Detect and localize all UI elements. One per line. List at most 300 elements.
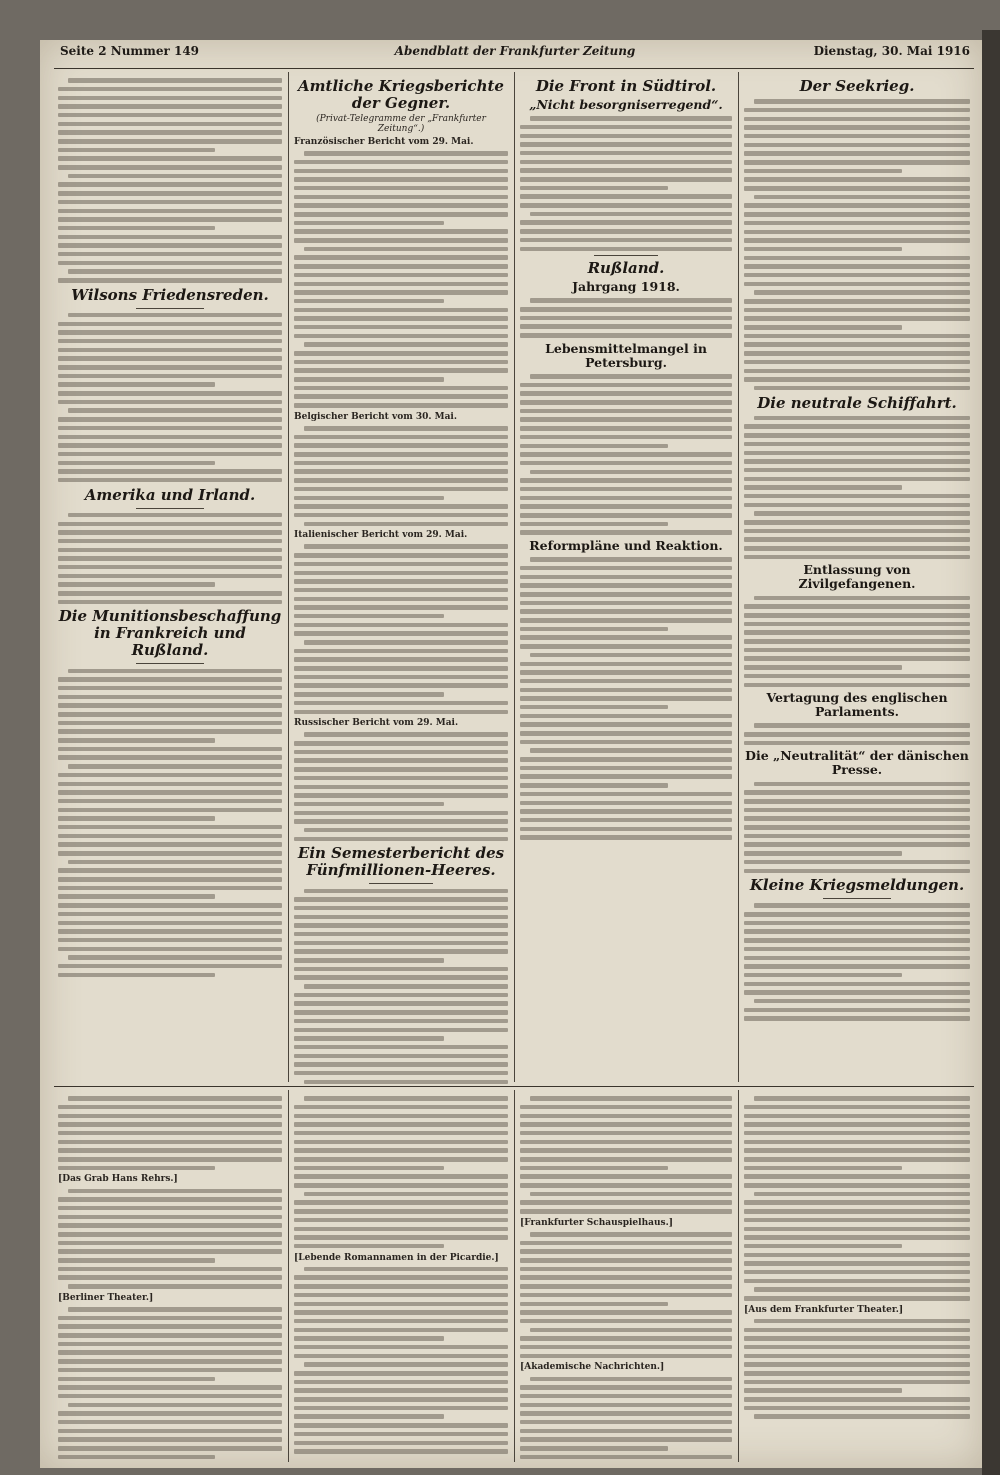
text-line: [294, 1293, 508, 1298]
text-line: [58, 200, 282, 205]
text-line: [744, 360, 970, 365]
text-line: [744, 160, 970, 165]
text-line: [520, 333, 732, 338]
text-line: [744, 1270, 970, 1275]
text-line: [294, 553, 508, 558]
text-line: [520, 1140, 732, 1145]
text-line: [530, 374, 732, 379]
text-line: [294, 334, 508, 339]
text-line: [520, 1174, 732, 1179]
text-line: [744, 808, 970, 813]
text-line: [294, 1062, 508, 1067]
text-line: [294, 837, 508, 842]
text-line: [304, 984, 508, 989]
text-line: [68, 313, 282, 318]
text-line: [294, 750, 508, 755]
text-line: [520, 635, 732, 640]
text-line: [294, 1183, 508, 1188]
text-line: [304, 247, 508, 252]
feuilleton-text: [520, 1096, 732, 1213]
column-divider: [738, 1090, 739, 1462]
text-line: [744, 982, 970, 987]
text-line: [294, 692, 444, 697]
text-line: [58, 391, 282, 396]
article-text: [744, 903, 970, 1020]
text-line: [294, 351, 508, 356]
text-line: [520, 1455, 732, 1460]
text-line: [744, 964, 970, 969]
text-line: [520, 513, 732, 518]
text-line: [294, 273, 508, 278]
text-line: [520, 688, 732, 693]
text-line: [294, 657, 508, 662]
text-line: [294, 160, 508, 165]
text-line: [530, 748, 732, 753]
text-line: [58, 799, 282, 804]
text-line: [294, 325, 508, 330]
text-line: [294, 1414, 444, 1419]
text-line: [744, 230, 970, 235]
subheadline-reformplaene: Reformpläne und Reaktion.: [529, 538, 723, 554]
text-line: [58, 452, 282, 457]
text-line: [520, 307, 732, 312]
article-text: [58, 78, 282, 282]
text-line: [58, 1455, 215, 1460]
text-line: [520, 160, 732, 165]
text-line: [68, 408, 282, 413]
column-4: [744, 74, 970, 1084]
text-line: [68, 1403, 282, 1408]
text-line: [520, 783, 668, 788]
text-line: [294, 1148, 508, 1153]
text-line: [744, 108, 970, 113]
text-line: [58, 1166, 215, 1171]
text-line: [58, 322, 282, 327]
text-line: [58, 1324, 282, 1329]
text-line: [58, 252, 282, 257]
text-line: [294, 1105, 508, 1110]
subhead-french-report: Französischer Bericht vom 29. Mai.: [294, 137, 474, 147]
text-line: [744, 282, 970, 287]
text-line: [754, 782, 970, 787]
column-1: [58, 74, 282, 1084]
text-line: [58, 548, 282, 553]
text-line: [294, 212, 508, 217]
text-line: [294, 811, 508, 816]
text-line: [294, 377, 444, 382]
text-line: [58, 217, 282, 222]
text-line: [68, 955, 282, 960]
text-line: [744, 1122, 970, 1127]
feuilleton-text: [520, 1232, 732, 1358]
text-line: [744, 1008, 970, 1013]
text-line: [58, 912, 282, 917]
text-line: [520, 194, 732, 199]
text-line: [520, 627, 668, 632]
page-number: Seite 2 Nummer 149: [60, 44, 200, 58]
text-line: [744, 537, 970, 542]
text-line: [520, 316, 732, 321]
text-line: [294, 1345, 508, 1350]
text-line: [58, 1206, 282, 1211]
text-line: [58, 235, 282, 240]
text-line: [58, 1131, 282, 1136]
text-line: [520, 1148, 732, 1153]
text-line: [58, 443, 282, 448]
text-line: [68, 764, 282, 769]
feuilleton-item-romannamen: [Lebende Romannamen in der Picardie.]: [294, 1252, 499, 1263]
text-line: [58, 1258, 215, 1263]
text-line: [744, 732, 970, 737]
text-line: [520, 705, 668, 710]
text-line: [294, 177, 508, 182]
text-line: [58, 851, 282, 856]
text-line: [520, 186, 668, 191]
text-line: [744, 1235, 970, 1240]
text-line: [520, 801, 732, 806]
headline-amerika-irland: Amerika und Irland.: [84, 485, 256, 504]
text-line: [520, 722, 732, 727]
text-line: [520, 757, 732, 762]
text-line: [294, 487, 508, 492]
text-line: [754, 1319, 970, 1324]
text-line: [520, 125, 732, 130]
text-line: [520, 1420, 732, 1425]
article-text: [744, 782, 970, 873]
column-divider: [288, 72, 289, 1082]
column-3: [520, 74, 732, 1084]
text-line: [294, 1227, 508, 1232]
text-line: [520, 1336, 732, 1341]
text-line: [744, 485, 902, 490]
text-line: [520, 670, 732, 675]
text-line: [58, 1215, 282, 1220]
article-text: [520, 116, 732, 251]
masthead-title: Abendblatt der Frankfurter Zeitung: [394, 44, 636, 58]
text-line: [58, 1148, 282, 1153]
text-line: [294, 478, 508, 483]
text-line: [520, 324, 732, 329]
text-line: [520, 229, 732, 234]
text-line: [58, 921, 282, 926]
text-line: [294, 975, 508, 980]
text-line: [294, 1001, 508, 1006]
text-line: [304, 732, 508, 737]
text-line: [744, 264, 970, 269]
text-line: [754, 903, 970, 908]
text-line: [58, 478, 282, 483]
text-line: [520, 151, 732, 156]
text-line: [58, 894, 215, 899]
text-line: [530, 1232, 732, 1237]
text-line: [754, 416, 970, 421]
text-line: [58, 782, 282, 787]
text-line: [58, 886, 282, 891]
text-line: [744, 377, 970, 382]
text-line: [744, 117, 970, 122]
text-line: [58, 1241, 282, 1246]
text-line: [754, 723, 970, 728]
text-line: [58, 842, 282, 847]
text-line: [294, 1432, 508, 1437]
text-line: [744, 273, 970, 278]
text-line: [58, 278, 282, 283]
headline-seekrieg: Der Seekrieg.: [799, 77, 915, 95]
text-line: [58, 903, 282, 908]
text-line: [744, 221, 970, 226]
text-line: [744, 186, 970, 191]
text-line: [754, 195, 970, 200]
article-text: [744, 596, 970, 687]
text-line: [744, 1406, 970, 1411]
text-line: [520, 1114, 732, 1119]
feuilleton-rule: [54, 1086, 974, 1087]
text-line: [744, 973, 902, 978]
text-line: [294, 1036, 444, 1041]
text-line: [744, 442, 970, 447]
text-line: [744, 238, 970, 243]
text-line: [304, 342, 508, 347]
text-line: [744, 177, 970, 182]
text-line: [294, 1209, 508, 1214]
text-line: [294, 802, 444, 807]
subhead-belgian-report: Belgischer Bericht vom 30. Mai.: [294, 411, 457, 422]
article-text: [294, 889, 508, 1085]
feuilleton-column-3: [520, 1092, 732, 1462]
text-line: [294, 221, 444, 226]
text-line: [294, 1028, 508, 1033]
text-line: [304, 1192, 508, 1197]
feuilleton-column-2: [294, 1092, 508, 1462]
text-line: [58, 1394, 282, 1399]
text-line: [520, 679, 732, 684]
text-line: [68, 669, 282, 674]
text-line: [294, 1328, 508, 1333]
text-line: [294, 767, 508, 772]
text-line: [744, 212, 970, 217]
text-line: [520, 1403, 732, 1408]
text-line: [744, 860, 970, 865]
text-line: [58, 139, 282, 144]
text-line: [520, 714, 732, 719]
text-line: [58, 348, 282, 353]
text-line: [294, 195, 508, 200]
text-line: [294, 282, 508, 287]
text-line: [530, 1192, 732, 1197]
text-line: [58, 677, 282, 682]
text-line: [744, 1261, 970, 1266]
text-line: [520, 1345, 732, 1350]
text-line: [294, 1166, 444, 1171]
text-line: [744, 351, 970, 356]
text-line: [58, 1249, 282, 1254]
text-line: [58, 574, 282, 579]
text-line: [294, 1019, 508, 1024]
text-line: [294, 1302, 508, 1307]
text-line: [744, 1105, 970, 1110]
text-line: [58, 374, 282, 379]
text-line: [520, 1241, 732, 1246]
text-line: [520, 1200, 732, 1205]
text-line: [744, 203, 970, 208]
text-line: [294, 1174, 508, 1179]
text-line: [520, 818, 732, 823]
text-line: [294, 1114, 508, 1119]
text-line: [58, 973, 215, 978]
text-line: [744, 947, 970, 952]
text-line: [744, 825, 970, 830]
text-line: [520, 522, 668, 527]
text-line: [294, 906, 508, 911]
text-line: [68, 269, 282, 274]
text-line: [304, 1080, 508, 1084]
text-line: [520, 1302, 668, 1307]
text-line: [744, 1183, 970, 1188]
feuilleton-item-schauspielhaus: [Frankfurter Schauspielhaus.]: [520, 1217, 673, 1228]
text-line: [68, 174, 282, 179]
text-line: [744, 555, 970, 560]
text-line: [294, 203, 508, 208]
text-line: [520, 1275, 732, 1280]
text-line: [294, 1157, 508, 1162]
text-line: [294, 229, 508, 234]
text-line: [520, 177, 732, 182]
text-line: [744, 316, 970, 321]
text-line: [520, 1166, 668, 1171]
text-line: [294, 403, 508, 408]
text-line: [744, 816, 970, 821]
text-line: [520, 1446, 668, 1451]
text-line: [58, 686, 282, 691]
article-text: [744, 99, 970, 390]
text-line: [744, 1336, 970, 1341]
text-line: [294, 605, 508, 610]
text-line: [520, 1267, 732, 1272]
text-line: [58, 1105, 282, 1110]
text-line: [294, 614, 444, 619]
text-line: [58, 1157, 282, 1162]
text-line: [754, 1192, 970, 1197]
text-line: [744, 451, 970, 456]
text-line: [304, 640, 508, 645]
text-line: [744, 1227, 970, 1232]
text-line: [68, 1189, 282, 1194]
text-line: [520, 774, 732, 779]
text-line: [294, 1131, 508, 1136]
text-line: [744, 790, 970, 795]
text-line: [58, 243, 282, 248]
text-line: [520, 1122, 732, 1127]
text-line: [520, 1293, 732, 1298]
headline-semesterbericht: Ein Semesterbericht des Fünfmillionen-Heeres.: [297, 844, 505, 880]
text-line: [744, 1328, 970, 1333]
text-line: [294, 1010, 508, 1015]
text-line: [744, 1140, 970, 1145]
text-line: [520, 504, 732, 509]
text-line: [58, 400, 282, 405]
text-line: [520, 142, 732, 147]
text-line: [58, 1333, 282, 1338]
text-line: [294, 1371, 508, 1376]
text-line: [744, 799, 970, 804]
text-line: [520, 1157, 732, 1162]
text-line: [520, 238, 732, 243]
text-line: [520, 1105, 732, 1110]
text-line: [744, 151, 970, 156]
text-line: [520, 644, 732, 649]
text-line: [294, 1397, 508, 1402]
text-line: [294, 741, 508, 746]
text-line: [58, 964, 282, 969]
text-line: [58, 868, 282, 873]
text-line: [58, 1223, 282, 1228]
text-line: [520, 452, 732, 457]
text-line: [304, 1267, 508, 1272]
text-line: [754, 1287, 970, 1292]
text-line: [58, 356, 282, 361]
text-line: [58, 808, 282, 813]
text-line: [294, 932, 508, 937]
text-line: [294, 683, 508, 688]
text-line: [744, 1354, 970, 1359]
feuilleton-text: [294, 1096, 508, 1248]
text-line: [58, 1342, 282, 1347]
text-line: [294, 915, 508, 920]
text-line: [520, 575, 732, 580]
text-line: [58, 729, 282, 734]
text-line: [744, 921, 970, 926]
text-line: [58, 182, 282, 187]
headline-russland: Rußland.: [587, 259, 665, 278]
text-line: [520, 662, 732, 667]
text-line: [58, 1437, 282, 1442]
feuilleton-column-1: [58, 1092, 282, 1462]
text-line: [520, 1411, 732, 1416]
text-line: [68, 78, 282, 83]
article-text: [58, 513, 282, 604]
text-line: [754, 1414, 970, 1419]
text-line: [58, 130, 282, 135]
feuilleton-text: [294, 1267, 508, 1454]
subheadline-daenische-presse: Die „Neutralität“ der dänischen Presse.: [745, 748, 969, 778]
text-line: [294, 1406, 508, 1411]
text-line: [744, 1148, 970, 1153]
text-line: [520, 1385, 732, 1390]
subheadline-lebensmittelmangel: Lebensmittelmangel in Petersburg.: [545, 340, 707, 370]
text-line: [520, 792, 732, 797]
text-line: [744, 1296, 970, 1301]
text-line: [520, 461, 732, 466]
text-line: [294, 513, 508, 518]
text-line: [304, 544, 508, 549]
text-line: [520, 247, 732, 252]
text-line: [520, 1319, 732, 1324]
text-line: [520, 592, 732, 597]
feuilleton-text: [744, 1096, 970, 1300]
text-line: [294, 1244, 444, 1249]
text-line: [520, 435, 732, 440]
article-text: [520, 557, 732, 840]
text-line: [294, 452, 508, 457]
text-line: [530, 298, 732, 303]
text-line: [520, 409, 732, 414]
text-line: [744, 1174, 970, 1179]
text-line: [744, 851, 902, 856]
text-line: [744, 1397, 970, 1402]
text-line: [520, 1131, 732, 1136]
article-text: [520, 298, 732, 337]
text-line: [58, 96, 282, 101]
